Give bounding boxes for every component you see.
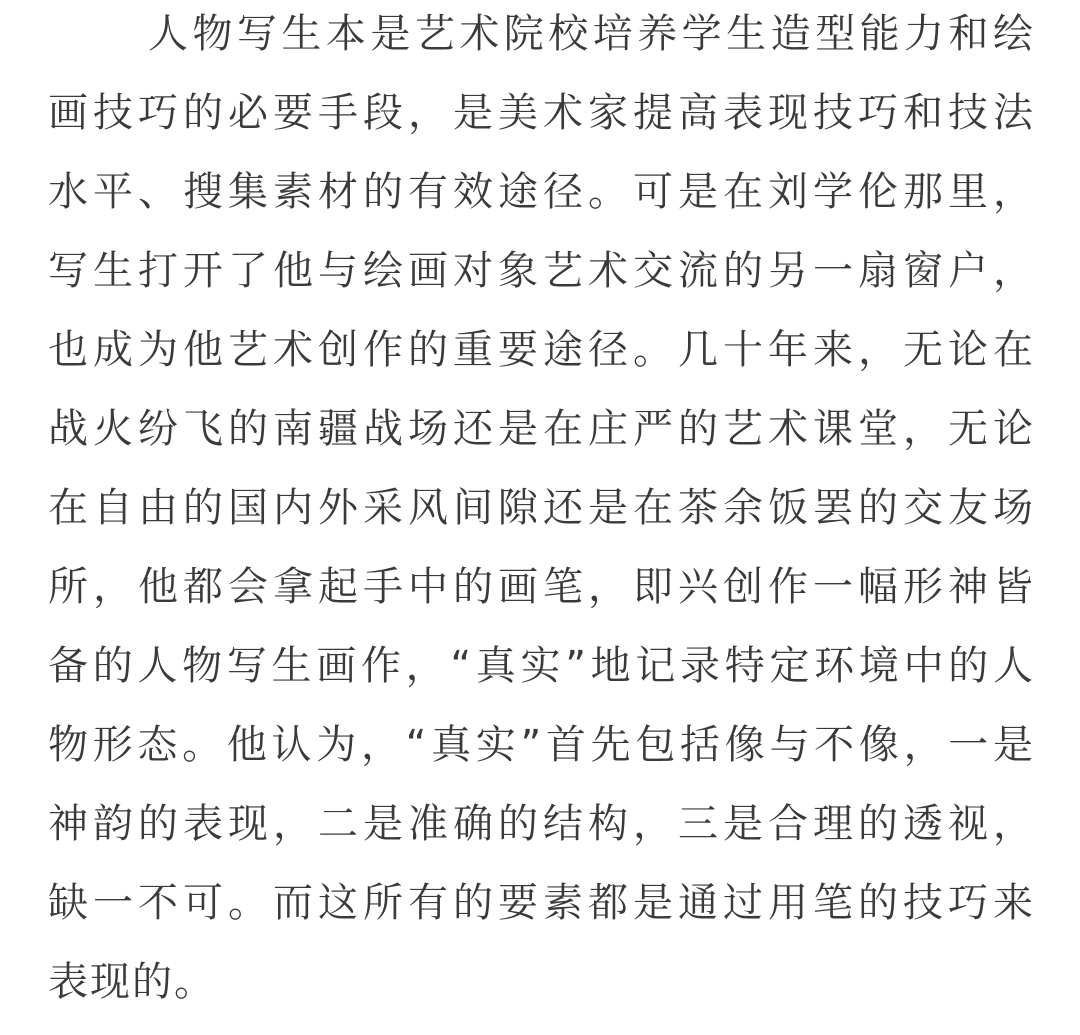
- paragraph-line-4: 写生打开了他与绘画对象艺术交流的另一扇窗户，: [48, 248, 1033, 294]
- paragraph-line-13: 表现的。: [48, 959, 216, 1005]
- paragraph-line-1: 人物写生本是艺术院校培养学生造型能力和绘: [148, 11, 1033, 57]
- paragraph-line-6: 战火纷飞的南疆战场还是在庄严的艺术课堂，无论: [48, 406, 1033, 452]
- paragraph-line-5: 也成为他艺术创作的重要途径。几十年来，无论在: [48, 327, 1033, 373]
- paragraph-line-11: 神韵的表现，二是准确的结构，三是合理的透视，: [48, 801, 1033, 847]
- paragraph-line-10: 物形态。他认为，“真实”首先包括像与不像，一是: [48, 722, 1033, 768]
- paragraph-line-2: 画技巧的必要手段，是美术家提高表现技巧和技法: [48, 90, 1033, 136]
- paragraph-line-12: 缺一不可。而这所有的要素都是通过用笔的技巧来: [48, 880, 1033, 926]
- paragraph-line-7: 在自由的国内外采风间隙还是在茶余饭罢的交友场: [48, 485, 1033, 531]
- paragraph-line-3: 水平、搜集素材的有效途径。可是在刘学伦那里，: [48, 169, 1033, 215]
- paragraph-line-8: 所，他都会拿起手中的画笔，即兴创作一幅形神皆: [48, 564, 1033, 610]
- paragraph-line-9: 备的人物写生画作，“真实”地记录特定环境中的人: [48, 643, 1033, 689]
